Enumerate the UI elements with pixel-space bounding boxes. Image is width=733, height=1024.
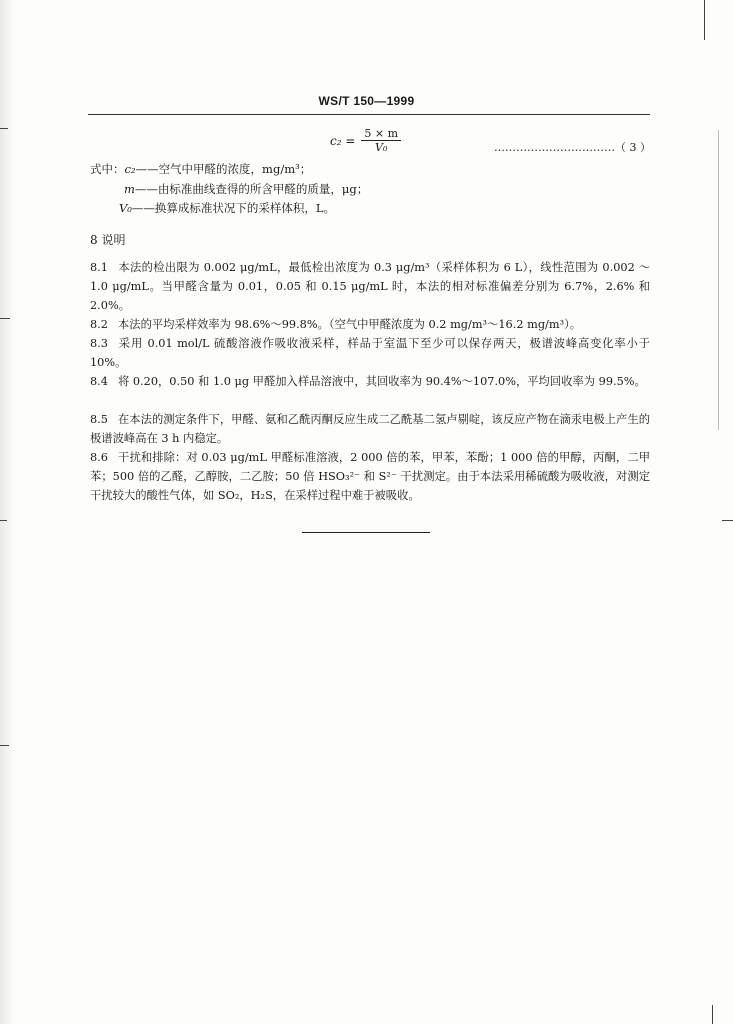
paragraph-text: 将 0.20，0.50 和 1.0 μg 甲醛加入样品溶液中，其回收率为 90.4%～107.0%，平均回收率为 99.5%。 bbox=[117, 375, 646, 388]
paragraph-text: 本法的平均采样效率为 98.6%～99.8%。（空气中甲醛浓度为 0.2 mg/m³～16.2 mg/m³）。 bbox=[117, 318, 582, 331]
scan-mark bbox=[0, 128, 8, 129]
where-line bbox=[119, 200, 335, 216]
paragraph-text: 在本法的测定条件下，甲醛、氨和乙酰丙酮反应生成二乙酰基二氢卢剔啶，该反应产物在滴汞电极上产生的极谱波峰高在 3 h 内稳定。 bbox=[90, 413, 650, 445]
formula-3 bbox=[330, 127, 401, 154]
scan-mark bbox=[704, 0, 705, 40]
paragraph-8-1 bbox=[90, 258, 650, 315]
header-rule bbox=[88, 114, 650, 115]
paragraph-8-2 bbox=[90, 315, 650, 334]
formula-lhs: c₂ = bbox=[330, 133, 356, 148]
paragraph-number: 8.5 bbox=[90, 413, 108, 426]
where-desc: ——空气中甲醛的浓度，mg/m³； bbox=[135, 162, 312, 176]
where-line bbox=[90, 161, 311, 177]
scan-mark bbox=[718, 130, 719, 430]
formula-number: ……………………………（ 3 ） bbox=[494, 141, 651, 154]
paragraph-number: 8.4 bbox=[90, 375, 108, 388]
paragraph-text: 干扰和排除：对 0.03 μg/mL 甲醛标准溶液，2 000 倍的苯，甲苯，苯酚；1 000 倍的甲醇，丙酮，二甲苯；500 倍的乙醛，乙醇胺，二乙胺；50 倍 HSO₃²⁻ 和 S²⁻ 干扰测定。由于本法采用稀硫酸为吸收液，对测定干扰较大的酸性气体，如 SO₂，H₂S，在采样过程中难于被吸收。 bbox=[90, 451, 650, 502]
paragraph-8-4 bbox=[90, 372, 650, 391]
scan-mark bbox=[722, 520, 733, 521]
paragraph-8-3 bbox=[90, 334, 650, 372]
scan-mark bbox=[0, 745, 9, 746]
paragraph-number: 8.3 bbox=[90, 337, 108, 350]
where-desc: ——换算成标准状况下的采样体积，L。 bbox=[131, 201, 336, 215]
formula-numerator: 5 × m bbox=[361, 127, 401, 141]
scan-mark bbox=[712, 1005, 713, 1024]
scan-mark bbox=[0, 520, 7, 521]
where-symbol: V₀ bbox=[119, 201, 132, 215]
paragraph-number: 8.1 bbox=[90, 261, 108, 274]
paragraph-number: 8.2 bbox=[90, 318, 108, 331]
formula-denominator: V₀ bbox=[375, 141, 388, 154]
scan-edge bbox=[0, 0, 14, 1024]
paragraph-text: 本法的检出限为 0.002 μg/mL，最低检出浓度为 0.3 μg/m³（采样体积为 6 L），线性范围为 0.002 ～1.0 μg/mL。当甲醛含量为 0.01，0.05 和 0.15 μg/mL 时，本法的相对标准偏差分别为 6.7%，2.6% 和 2.0%。 bbox=[90, 261, 650, 312]
paragraph-number: 8.6 bbox=[90, 451, 108, 464]
paragraph-8-5 bbox=[90, 410, 650, 448]
formula-fraction bbox=[361, 127, 401, 154]
end-rule bbox=[302, 532, 430, 533]
where-symbol: m bbox=[124, 182, 135, 196]
page-header: WS/T 150—1999 bbox=[318, 94, 415, 108]
section-title: 8 说明 bbox=[90, 233, 126, 247]
paragraph-text: 采用 0.01 mol/L 硫酸溶液作吸收液采样，样品于室温下至少可以保存两天，极谱波峰高变化率小于 10%。 bbox=[90, 337, 650, 369]
where-line bbox=[124, 181, 368, 197]
where-prefix: 式中： bbox=[90, 162, 125, 176]
paragraph-8-6 bbox=[90, 448, 650, 505]
scan-mark bbox=[0, 318, 10, 319]
where-symbol: c₂ bbox=[124, 162, 136, 176]
where-desc: ——由标准曲线查得的所含甲醛的质量，μg； bbox=[134, 182, 369, 196]
